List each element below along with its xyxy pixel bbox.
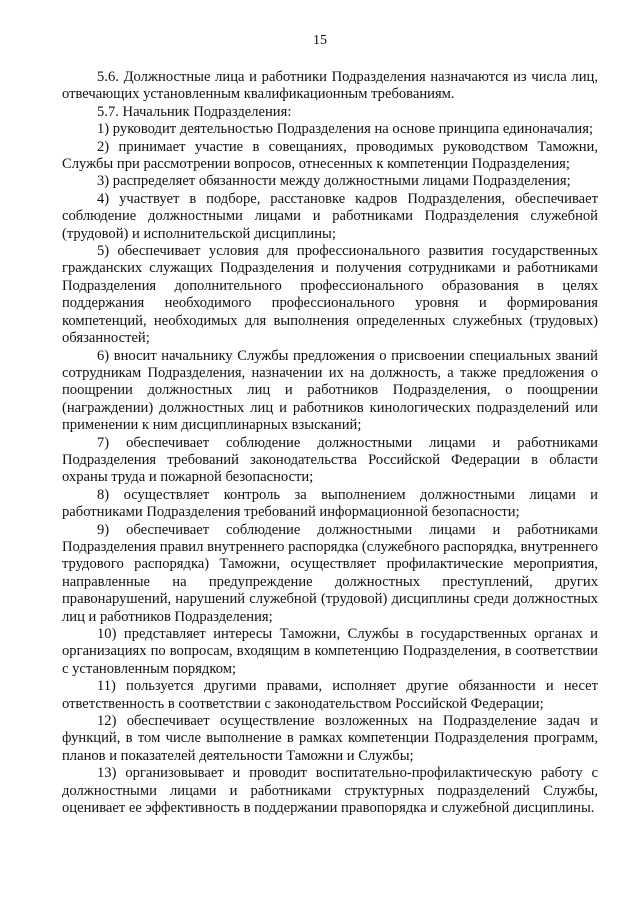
list-item-6: 6) вносит начальнику Службы предложения о присвоении специальных званий сотрудникам Подразделения, назначении их на должность, а также предложения о поощрении должностных лиц и работников Подразделения, о поощрении (награждении) должностных лиц и работников кинологических подразделений или применении к ним дисциплинарных взысканий; <box>62 347 598 434</box>
list-item-4: 4) участвует в подборе, расстановке кадров Подразделения, обеспечивает соблюдение должностными лицами и работниками Подразделения служебной (трудовой) и исполнительской дисциплины; <box>62 190 598 242</box>
paragraph-5-7: 5.7. Начальник Подразделения: <box>97 103 292 120</box>
paragraph-5-6: 5.6. Должностные лица и работники Подразделения назначаются из числа лиц, отвечающих установленным квалификационным требованиям. <box>62 69 598 103</box>
list-item-2: 2) принимает участие в совещаниях, проводимых руководством Таможни, Службы при рассмотрении вопросов, отнесенных к компетенции Подразделения; <box>62 138 598 173</box>
list-item-3: 3) распределяет обязанности между должностными лицами Подразделения; <box>97 173 571 190</box>
list-item-5: 5) обеспечивает условия для профессионального развития государственных гражданских служащих Подразделения и получения сотрудниками и работниками Подразделения дополнительного профессионального образования в целях поддержания необходимого профессионального уровня и формирования компетенций, необходимых для выполнения определенных служебных (трудовых) обязанностей; <box>62 243 598 347</box>
list-item-9: 9) обеспечивает соблюдение должностными лицами и работниками Подразделения правил внутреннего распорядка (служебного распорядка, внутреннего трудового распорядка) Таможни, осуществляет профилактические мероприятия, направленные на предупреждение должностных преступлений, других правонарушений, нарушений служебной (трудовой) дисциплины среди должностных лиц и работников Подразделения; <box>62 521 598 625</box>
list-item-11: 11) пользуется другими правами, исполняет другие обязанности и несет ответственность в соответствии с законодательством Российской Федерации; <box>62 678 598 712</box>
list-item-12: 12) обеспечивает осуществление возложенных на Подразделение задач и функций, в том числе выполнение в рамках компетенции Подразделения программ, планов и показателей деятельности Таможни и Службы; <box>62 713 598 764</box>
list-item-7: 7) обеспечивает соблюдение должностными лицами и работниками Подразделения требований законодательства Российской Федерации в области охраны труда и пожарной безопасности; <box>62 434 598 486</box>
document-body <box>62 69 598 817</box>
list-item-10: 10) представляет интересы Таможни, Службы в государственных органах и организациях по вопросам, входящим в компетенцию Подразделения, в соответствии с установленным порядком; <box>62 626 598 677</box>
list-item-13: 13) организовывает и проводит воспитательно-профилактическую работу с должностными лицами и работниками структурных подразделений Службы, оценивает ее эффективность в поддержании правопорядка и служебной дисциплины. <box>62 765 598 817</box>
list-item-1: 1) руководит деятельностью Подразделения на основе принципа единоначалия; <box>97 121 594 138</box>
list-item-8: 8) осуществляет контроль за выполнением должностными лицами и работниками Подразделения требований информационной безопасности; <box>62 486 598 521</box>
page-number: 15 <box>313 33 327 48</box>
